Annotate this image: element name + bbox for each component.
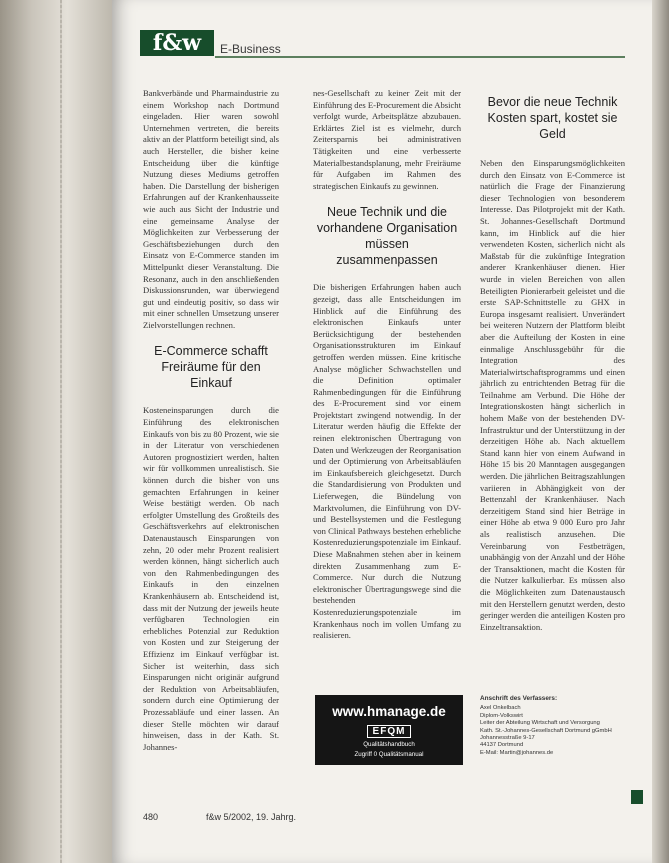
column-3 <box>480 88 625 633</box>
page-edge <box>652 0 669 863</box>
ad-url: www.hmanage.de <box>332 704 446 719</box>
address-line: Leiter der Abteilung Wirtschaft und Versorgung <box>480 720 600 727</box>
magazine-logo: f&w <box>140 30 214 56</box>
header-rule <box>215 56 625 58</box>
column2-paragraph-2: Die bisherigen Erfahrungen haben auch gezeigt, dass alle Entscheidungen im Hinblick auf die Einführung des elektronischen Einkaufs unter Berücksichtigung der bestehenden Organisationsstrukturen im Einkauf getroffen werden müssen. Eine kritische Analyse möglicher Schwachstellen und die Definition optimaler Rahmenbedingungen für die Einführung des E-Procurement sind vor einem Projektstart zwingend notwendig. In der Literatur werden häufig die Effekte der reinen elektronischen Übertragung von Daten und Werkzeugen der Reorganisation und der Optimierung von Arbeitsabläufen im Einkaufsbereich gleichgesetzt. Durch die Standardisierung von Produkten und Lieferwegen, die Bündelung von Marktvolumen, die Einführung von DV- und Bestellsystemen und die Festlegung von Clinical Pathways bestehen erhebliche Kostenreduzierungspotenziale im Einkauf. Diese Maßnahmen stehen aber in keinem direkten Zusammenhang zum E-Commerce. Nur durch die Nutzung elektronischer Übertragungswege sind die bestehenden Kostenreduzierungspotenziale im Krankenhaus noch im vollen Umfang zu realisieren. <box>313 282 461 641</box>
advertisement <box>315 695 463 765</box>
subheading-ecommerce: E-Commerce schafft Freiräume für den Einkauf <box>154 344 268 391</box>
column-1 <box>143 88 279 753</box>
column-2 <box>313 88 461 642</box>
column2-paragraph-1: nes-Gesellschaft zu keiner Zeit mit der Einführung des E-Procurement die Absicht verfolgt wurde, Arbeitsplätze abzubauen. Erklärtes Ziel ist es vielmehr, durch Zeitersparnis bei administrativen Tätigkeiten und eine verbesserte Materialbestandsplanung, mehr Freiräume für Aufgaben im Rahmen des strategischen Einkaufs zu gewinnen. <box>313 88 461 191</box>
book-gutter <box>0 0 112 863</box>
subheading-kosten: Bevor die neue Technik Kosten spart, kostet sie Geld <box>487 95 618 141</box>
page-number: 480 <box>143 812 159 822</box>
address-line: Axel Onkelbach <box>480 705 521 712</box>
author-address <box>480 695 628 757</box>
column3-paragraph-1: Neben den Einsparungsmöglichkeiten durch den Einsatz von E-Commerce ist natürlich die Frage der Finanzierung dieser Technologien von besonderem Interesse. Das Pilotprojekt mit der Kath. St. Johannes-Gesellschaft Dortmund kann, im Hinblick auf die hier verwendeten Kosten, sicherlich nicht als Maßstab für die zukünftige Integration anderer Krankenhäuser dienen. Hier wurde in vielen Bereichen von allen Beteiligten Pionierarbeit geleistet und die erste SAP-Schnittstelle zu GHX in Europa insgesamt realisiert. Unverändert bei weiteren Nutzern der Plattform bleibt aber die Aufteilung der Kosten in eine einmalige Anschlussgebühr für die Integration des Materialwirtschaftsprogramms und einen jährlich zu entrichtenden Betrag für die Teilnahme am Verbund. Die Höhe der Integrationskosten hängt sicherlich in hohem Maße von der bestehenden DV-Infrastruktur und der Unterstützung in der derzeitigen Höhe ab. Nach aktuellem Stand kann hier von einem Aufwand in Höhe 15 bis 20 Manntagen ausgegangen werden. Die jährlichen Beitragszahlungen variieren in Abhängigkeit von der Bettenzahl der Krankenhäuser. Nach derzeitigem Stand sind hier Beträge in einer Höhe ab etwa 9 000 Euro pro Jahr als realistisch anzusehen. Die Vereinbarung von Festbeträgen, unabhängig von der Anzahl und der Höhe der Transaktionen, macht die Kosten für die Nutzer kalkulierbar. Es müssen also die Möglichkeiten zum Datenaustausch mit den Herstellern genutzt werden, desto geringer werden die anteiligen Kosten pro Einzeltransaktion. <box>480 158 625 632</box>
efqm-logo: EFQM <box>367 725 412 738</box>
address-line: Kath. St.-Johannes-Gesellschaft Dortmund gGmbH <box>480 727 612 734</box>
address-line: 44137 Dortmund <box>480 742 524 749</box>
ad-line-2: Zugriff 0 Qualitätsmanual <box>354 750 424 758</box>
section-title: E-Business <box>220 42 281 56</box>
journal-issue: f&w 5/2002, 19. Jahrg. <box>206 812 297 822</box>
column1-paragraph-1: Bankverbände und Pharmaindustrie zu einem Workshop nach Dortmund eingeladen. Hier waren sowohl Unternehmen vertreten, die bereits aktiv an der Plattform beteiligt sind, als auch Hersteller, die bisher keine Entscheidung über die künftige Nutzung dieses Mediums getroffen haben. Die Darstellung der bisherigen Erfahrungen auf der Krankenhausseite wie auch aus Sicht der Industrie und eine gemeinsame Analyse der Möglichkeiten zur Verbesserung der Geschäftsbeziehungen durch den Einsatz von E-Commerce standen im Mittelpunkt dieser Veranstaltung. Die Resonanz, auch in den anschließenden Diskussionsrunden, war überwiegend gut und eindeutig positiv, so dass wir mit einer schnellen Umsetzung unserer Zielvorstellungen rechnen. <box>143 88 279 330</box>
ad-line-1: Qualitätshandbuch <box>363 741 415 748</box>
column1-paragraph-2: Kosteneinsparungen durch die Einführung des elektronischen Einkaufs von bis zu 80 Prozent, wie sie in der Literatur von verschiedenen Autoren prognostiziert werden, halten wir für vollkommen unrealistisch. Sie können durch die bisher von uns gemachten Erfahrungen in keiner Weise bestätigt werden. Ob nach erfolgter Umstellung des Großteils des Geschäftsverkehrs auf elektronischen Datenaustausch Einsparungen von zehn, 20 oder mehr Prozent realisiert werden können, hängt sicherlich auch von den Rahmenbedingungen des Einkaufs in den einzelnen Krankenhäusern ab. Entscheidend ist, dass mit der Nutzung der jeweils heute verfügbaren Technologien ein erhebliches Potenzial zur Reduktion von Kosten und zur Steigerung der Effizienz im Einkauf verfügbar ist. Sicher ist weiterhin, dass sich Einsparungen nicht originär aufgrund der Reduktion von Arbeitsabläufen, sondern durch eine Optimierung der Prozessabläufe und einer lassen. An dieser Stelle möchten wir darauf hinweisen, dass in der Kath. St. Johannes- <box>143 405 279 752</box>
address-line: Johannesstraße 9-17 <box>480 735 535 742</box>
address-title: Anschrift des Verfassers: <box>480 695 558 702</box>
end-mark <box>631 790 643 804</box>
address-line: E-Mail: Martin@johannes.de <box>480 749 554 756</box>
address-line: Diplom-Volkswirt <box>480 712 523 719</box>
subheading-neue-technik: Neue Technik und die vorhandene Organisation müssen zusammenpassen <box>316 205 458 268</box>
